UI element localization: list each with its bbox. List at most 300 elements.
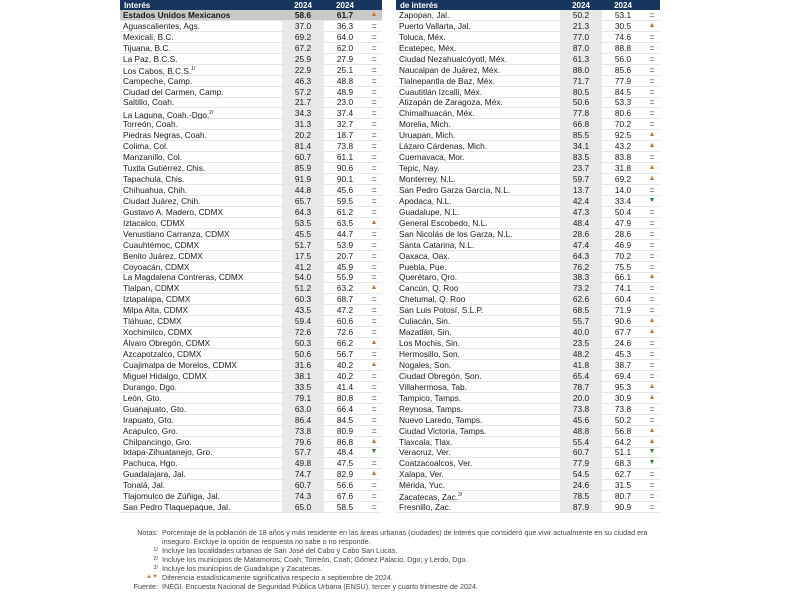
table-row bbox=[120, 262, 382, 273]
value-period-2: 77.9 bbox=[614, 75, 632, 86]
equals-icon: = bbox=[649, 305, 655, 316]
value-period-2: 32.7 bbox=[336, 119, 354, 130]
city-name-text: Colima, Col. bbox=[123, 141, 169, 152]
table-row bbox=[120, 163, 382, 174]
source-line bbox=[120, 582, 660, 591]
value-period-2: 31.5 bbox=[614, 480, 632, 491]
value-period-2: 84.5 bbox=[336, 414, 354, 425]
up-triangle-icon: ▲ bbox=[648, 131, 656, 139]
table-row bbox=[120, 87, 382, 98]
city-name bbox=[120, 382, 282, 392]
city-name bbox=[120, 185, 282, 195]
table-row bbox=[120, 152, 382, 163]
city-name-text: Atizapán de Zaragoza, Méx. bbox=[399, 97, 503, 108]
equals-icon: = bbox=[371, 163, 377, 174]
city-name-text: Tapachula, Chis. bbox=[123, 174, 185, 185]
equals-icon: = bbox=[371, 174, 377, 185]
table-row bbox=[120, 382, 382, 393]
value-period-2: 44.7 bbox=[336, 228, 354, 239]
city-name-text: Álvaro Obregón, CDMX bbox=[123, 338, 211, 349]
value-period-2: 80.6 bbox=[614, 108, 632, 119]
value-period-1: 79.1 bbox=[282, 393, 324, 403]
equals-icon: = bbox=[649, 294, 655, 305]
city-name-text: Santa Catarina, N.L. bbox=[399, 239, 475, 250]
city-name bbox=[120, 469, 282, 479]
city-name-text: Cuautitlán Izcalli, Méx. bbox=[399, 86, 483, 97]
equals-icon: = bbox=[371, 294, 377, 305]
city-name-text: Guadalupe, N.L. bbox=[399, 206, 460, 217]
table-row bbox=[396, 262, 660, 273]
table-row bbox=[396, 240, 660, 251]
city-name-text: Morelia, Mich. bbox=[399, 119, 451, 130]
city-name bbox=[396, 338, 560, 348]
significance-icon: ▲▼ bbox=[146, 574, 158, 580]
value-period-1: 78.5 bbox=[560, 491, 602, 501]
left-header-year1: 2024 bbox=[294, 0, 312, 10]
city-name bbox=[396, 469, 560, 479]
table-row bbox=[396, 316, 660, 327]
city-name bbox=[120, 272, 282, 282]
up-triangle-icon: ▲ bbox=[648, 328, 656, 336]
city-name bbox=[120, 349, 282, 359]
city-name-text: Milpa Alta, CDMX bbox=[123, 305, 189, 316]
up-triangle-icon: ▲ bbox=[648, 142, 656, 150]
city-name bbox=[396, 283, 560, 293]
value-period-2: 45.6 bbox=[336, 184, 354, 195]
value-period-2: 67.6 bbox=[336, 491, 354, 502]
city-name bbox=[120, 54, 282, 64]
value-period-1: 28.6 bbox=[560, 229, 602, 239]
city-name bbox=[120, 152, 282, 162]
table-row bbox=[396, 130, 660, 141]
city-name bbox=[396, 65, 560, 75]
value-period-1: 73.8 bbox=[282, 426, 324, 436]
city-name-text: Manzanillo, Col. bbox=[123, 152, 183, 163]
value-period-2: 56.8 bbox=[614, 425, 632, 436]
value-period-1: 60.7 bbox=[282, 480, 324, 490]
table-row bbox=[120, 480, 382, 491]
value-period-2: 92.5 bbox=[614, 130, 632, 141]
value-period-1: 22.9 bbox=[282, 65, 324, 75]
city-name bbox=[396, 294, 560, 304]
city-name bbox=[120, 229, 282, 239]
city-name-text: Reynosa, Tamps. bbox=[399, 403, 463, 414]
value-period-2: 45.9 bbox=[336, 261, 354, 272]
table-row bbox=[396, 163, 660, 174]
value-period-1: 23.5 bbox=[560, 338, 602, 348]
value-period-1: 38.3 bbox=[560, 272, 602, 282]
city-name bbox=[396, 437, 560, 447]
city-name bbox=[120, 316, 282, 326]
table-row bbox=[396, 283, 660, 294]
city-name bbox=[396, 490, 560, 502]
value-period-2: 45.3 bbox=[614, 349, 632, 360]
city-name-text: Mexicali, B.C. bbox=[123, 31, 174, 42]
value-period-1: 74.7 bbox=[282, 469, 324, 479]
up-triangle-icon: ▲ bbox=[648, 273, 656, 281]
city-name bbox=[396, 218, 560, 228]
down-triangle-icon: ▼ bbox=[370, 448, 378, 456]
value-period-2: 66.1 bbox=[614, 272, 632, 283]
table-row bbox=[396, 21, 660, 32]
city-name bbox=[120, 108, 282, 120]
city-name bbox=[120, 130, 282, 140]
value-period-1: 59.4 bbox=[282, 316, 324, 326]
city-name-text: Veracruz, Ver. bbox=[399, 447, 451, 458]
table-row bbox=[396, 382, 660, 393]
city-name bbox=[396, 119, 560, 129]
city-name-text: Chihuahua, Chih. bbox=[123, 184, 188, 195]
city-name-text: Tampico, Tamps. bbox=[399, 392, 462, 403]
city-name-text: San Pedro Tlaquepaque, Jal. bbox=[123, 502, 231, 513]
value-period-1: 20.0 bbox=[560, 393, 602, 403]
city-name bbox=[396, 382, 560, 392]
city-name-text: General Escobedo, N.L. bbox=[399, 217, 488, 228]
table-row bbox=[120, 21, 382, 32]
value-period-1: 23.7 bbox=[560, 163, 602, 173]
value-period-1: 64.3 bbox=[560, 251, 602, 261]
value-period-1: 17.5 bbox=[282, 251, 324, 261]
city-name-text: Ciudad Obregón, Son. bbox=[399, 370, 482, 381]
value-period-1: 40.0 bbox=[560, 327, 602, 337]
equals-icon: = bbox=[371, 349, 377, 360]
table-row bbox=[396, 448, 660, 459]
city-name bbox=[120, 262, 282, 272]
value-period-2: 71.9 bbox=[614, 305, 632, 316]
value-period-1: 85.5 bbox=[560, 130, 602, 140]
city-name-text: Mazatlán, Sin. bbox=[399, 327, 452, 338]
value-period-1: 81.4 bbox=[282, 141, 324, 151]
city-name-text: San Pedro Garza García, N.L. bbox=[399, 184, 511, 195]
source-text: INEGI. Encuesta Nacional de Seguridad Pública Urbana (ENSU), tercer y cuarto trimestre de 2024. bbox=[162, 582, 479, 591]
table-row bbox=[396, 152, 660, 163]
table-row bbox=[120, 251, 382, 262]
table-row bbox=[120, 174, 382, 185]
value-period-2: 30.5 bbox=[614, 20, 632, 31]
value-period-1: 58.6 bbox=[282, 10, 324, 20]
value-period-1: 68.5 bbox=[560, 305, 602, 315]
table-row bbox=[120, 305, 382, 316]
value-period-2: 25.1 bbox=[336, 64, 354, 75]
equals-icon: = bbox=[649, 217, 655, 228]
value-period-1: 64.3 bbox=[282, 207, 324, 217]
value-period-2: 66.4 bbox=[336, 403, 354, 414]
city-name bbox=[396, 97, 560, 107]
value-period-2: 80.8 bbox=[336, 392, 354, 403]
value-period-2: 80.9 bbox=[336, 425, 354, 436]
city-name bbox=[396, 196, 560, 206]
table-row bbox=[396, 174, 660, 185]
city-name bbox=[396, 262, 560, 272]
city-name bbox=[396, 163, 560, 173]
city-name-text: Puerto Vallarta, Jal. bbox=[399, 20, 471, 31]
footnote-2-label: 2/ bbox=[153, 556, 158, 562]
equals-icon: = bbox=[371, 305, 377, 316]
equals-icon: = bbox=[649, 97, 655, 108]
value-period-2: 67.7 bbox=[614, 327, 632, 338]
table-row bbox=[120, 108, 382, 119]
table-row bbox=[396, 108, 660, 119]
equals-icon: = bbox=[649, 349, 655, 360]
equals-icon: = bbox=[649, 283, 655, 294]
equals-icon: = bbox=[371, 480, 377, 491]
table-row bbox=[120, 437, 382, 448]
value-period-1: 31.3 bbox=[282, 119, 324, 129]
left-header-year2: 2024 bbox=[336, 0, 354, 10]
value-period-2: 28.6 bbox=[614, 228, 632, 239]
equals-icon: = bbox=[371, 184, 377, 195]
city-name bbox=[120, 437, 282, 447]
equals-icon: = bbox=[649, 261, 655, 272]
city-name bbox=[120, 64, 282, 76]
up-triangle-icon: ▲ bbox=[648, 437, 656, 445]
city-name-text: La Magdalena Contreras, CDMX bbox=[123, 272, 244, 283]
value-period-2: 24.6 bbox=[614, 338, 632, 349]
city-name bbox=[120, 294, 282, 304]
city-name-text: Villahermosa, Tab. bbox=[399, 381, 467, 392]
equals-icon: = bbox=[371, 20, 377, 31]
national-row bbox=[120, 10, 382, 21]
value-period-2: 43.2 bbox=[614, 141, 632, 152]
value-period-2: 95.3 bbox=[614, 381, 632, 392]
table-row bbox=[120, 458, 382, 469]
city-name-text: Coyoacán, CDMX bbox=[123, 261, 190, 272]
city-name-text: Irapuato, Gto. bbox=[123, 414, 174, 425]
equals-icon: = bbox=[371, 239, 377, 250]
value-period-2: 27.9 bbox=[336, 53, 354, 64]
table-row bbox=[120, 185, 382, 196]
city-name-text: Uruapan, Mich. bbox=[399, 130, 456, 141]
city-name bbox=[396, 316, 560, 326]
city-name-text: Tijuana, B.C. bbox=[123, 42, 171, 53]
city-name-text: León, Gto. bbox=[123, 392, 162, 403]
up-triangle-icon: ▲ bbox=[370, 360, 378, 368]
city-name-text: Ciudad Victoria, Tamps. bbox=[399, 425, 487, 436]
city-name bbox=[120, 393, 282, 403]
value-period-2: 69.4 bbox=[614, 370, 632, 381]
value-period-2: 56.0 bbox=[614, 53, 632, 64]
table-row bbox=[120, 415, 382, 426]
city-name bbox=[396, 229, 560, 239]
city-name-text: Aguascalientes, Ags. bbox=[123, 20, 201, 31]
value-period-2: 64.0 bbox=[336, 31, 354, 42]
equals-icon: = bbox=[371, 250, 377, 261]
equals-icon: = bbox=[371, 272, 377, 283]
table-row bbox=[120, 218, 382, 229]
city-name-text: Naucalpan de Juárez, Méx. bbox=[399, 64, 501, 75]
value-period-2: 70.2 bbox=[614, 250, 632, 261]
value-period-2: 74.1 bbox=[614, 283, 632, 294]
value-period-2: 55.9 bbox=[336, 272, 354, 283]
city-name bbox=[120, 458, 282, 468]
value-period-1: 51.2 bbox=[282, 283, 324, 293]
value-period-2: 61.7 bbox=[336, 9, 354, 20]
table-row bbox=[396, 371, 660, 382]
value-period-2: 47.5 bbox=[336, 458, 354, 469]
table-row bbox=[396, 196, 660, 207]
value-period-1: 33.5 bbox=[282, 382, 324, 392]
equals-icon: = bbox=[649, 206, 655, 217]
equals-icon: = bbox=[371, 228, 377, 239]
value-period-2: 33.4 bbox=[614, 195, 632, 206]
value-period-2: 48.9 bbox=[336, 86, 354, 97]
right-table-header bbox=[396, 0, 660, 10]
value-period-2: 50.2 bbox=[614, 414, 632, 425]
value-period-1: 45.6 bbox=[560, 415, 602, 425]
value-period-2: 41.4 bbox=[336, 381, 354, 392]
value-period-1: 77.8 bbox=[560, 108, 602, 118]
up-triangle-icon: ▲ bbox=[648, 164, 656, 172]
city-name-text: Piedras Negras, Coah. bbox=[123, 130, 207, 141]
city-name bbox=[120, 43, 282, 53]
table-row bbox=[396, 229, 660, 240]
equals-icon: = bbox=[649, 119, 655, 130]
table-row bbox=[120, 283, 382, 294]
equals-icon: = bbox=[649, 480, 655, 491]
value-period-1: 63.0 bbox=[282, 404, 324, 414]
value-period-1: 74.3 bbox=[282, 491, 324, 501]
value-period-2: 14.0 bbox=[614, 184, 632, 195]
up-triangle-icon: ▲ bbox=[648, 393, 656, 401]
table-row bbox=[396, 98, 660, 109]
equals-icon: = bbox=[371, 64, 377, 75]
table-row bbox=[120, 207, 382, 218]
value-period-1: 41.8 bbox=[560, 360, 602, 370]
value-period-1: 60.3 bbox=[282, 294, 324, 304]
up-triangle-icon: ▲ bbox=[370, 437, 378, 445]
city-name bbox=[120, 305, 282, 315]
city-name bbox=[396, 130, 560, 140]
value-period-1: 57.2 bbox=[282, 87, 324, 97]
city-name-text: Puebla, Pue. bbox=[399, 261, 447, 272]
value-period-2: 73.8 bbox=[336, 141, 354, 152]
table-row bbox=[120, 130, 382, 141]
value-period-2: 58.5 bbox=[336, 502, 354, 513]
value-period-2: 20.7 bbox=[336, 250, 354, 261]
right-table-body bbox=[396, 10, 660, 513]
equals-icon: = bbox=[649, 75, 655, 86]
city-name-text: Acapulco, Gro. bbox=[123, 425, 178, 436]
city-name bbox=[120, 480, 282, 490]
city-name bbox=[120, 119, 282, 129]
city-name-text: Xochimilco, CDMX bbox=[123, 327, 193, 338]
city-name bbox=[396, 152, 560, 162]
table-row bbox=[396, 32, 660, 43]
right-header-label: de interés bbox=[400, 0, 438, 10]
equals-icon: = bbox=[371, 261, 377, 272]
city-name-text: Guadalajara, Jal. bbox=[123, 469, 186, 480]
city-name-text: Tepic, Nay. bbox=[399, 163, 440, 174]
table-row bbox=[120, 32, 382, 43]
city-name bbox=[396, 415, 560, 425]
city-name bbox=[396, 207, 560, 217]
value-period-2: 47.9 bbox=[614, 217, 632, 228]
table-row bbox=[120, 65, 382, 76]
table-row bbox=[396, 415, 660, 426]
city-name bbox=[120, 218, 282, 228]
city-name-text: Ciudad del Carmen, Camp. bbox=[123, 86, 224, 97]
city-name bbox=[120, 447, 282, 457]
city-name-text: Los Mochis, Sin. bbox=[399, 338, 460, 349]
table-row bbox=[396, 65, 660, 76]
source-label: Fuente: bbox=[133, 582, 158, 591]
value-period-1: 45.5 bbox=[282, 229, 324, 239]
value-period-2: 85.6 bbox=[614, 64, 632, 75]
city-name bbox=[396, 458, 560, 468]
equals-icon: = bbox=[649, 184, 655, 195]
table-row bbox=[120, 229, 382, 240]
city-name bbox=[396, 502, 560, 512]
left-table-body bbox=[120, 10, 382, 513]
left-header-label: Interés bbox=[124, 0, 151, 10]
city-name-text: Chimalhuacán, Méx. bbox=[399, 108, 475, 119]
equals-icon: = bbox=[371, 31, 377, 42]
value-period-2: 62.7 bbox=[614, 469, 632, 480]
table-row bbox=[396, 251, 660, 262]
city-name-text: Cuauhtémoc, CDMX bbox=[123, 239, 200, 250]
value-period-1: 91.9 bbox=[282, 174, 324, 184]
city-name bbox=[396, 21, 560, 31]
value-period-1: 65.4 bbox=[560, 371, 602, 381]
footnote-1-label: 1/ bbox=[153, 547, 158, 553]
city-name bbox=[396, 480, 560, 490]
value-period-2: 50.4 bbox=[614, 206, 632, 217]
city-name bbox=[120, 97, 282, 107]
city-name-text: Chilpancingo, Gro. bbox=[123, 436, 192, 447]
value-period-1: 43.5 bbox=[282, 305, 324, 315]
value-period-1: 37.0 bbox=[282, 21, 324, 31]
city-name-text: Zacatecas, Zac. bbox=[399, 492, 459, 503]
city-name bbox=[396, 76, 560, 86]
up-triangle-icon: ▲ bbox=[648, 175, 656, 183]
value-period-1: 54.5 bbox=[560, 469, 602, 479]
value-period-2: 68.3 bbox=[614, 458, 632, 469]
value-period-1: 59.7 bbox=[560, 174, 602, 184]
city-name-text: Azcapotzalco, CDMX bbox=[123, 349, 202, 360]
equals-icon: = bbox=[371, 152, 377, 163]
table-row bbox=[120, 502, 382, 513]
city-name-text: Fresnillo, Zac. bbox=[399, 502, 452, 513]
value-period-1: 57.7 bbox=[282, 447, 324, 457]
city-name-text: Tláhuac, CDMX bbox=[123, 316, 182, 327]
equals-icon: = bbox=[649, 414, 655, 425]
value-period-1: 55.7 bbox=[560, 316, 602, 326]
value-period-2: 53.3 bbox=[614, 97, 632, 108]
value-period-1: 71.7 bbox=[560, 76, 602, 86]
equals-icon: = bbox=[371, 502, 377, 513]
notes-section bbox=[120, 528, 660, 591]
equals-icon: = bbox=[649, 53, 655, 64]
equals-icon: = bbox=[371, 206, 377, 217]
equals-icon: = bbox=[371, 141, 377, 152]
value-period-2: 63.5 bbox=[336, 217, 354, 228]
table-row bbox=[396, 469, 660, 480]
value-period-1: 73.2 bbox=[560, 283, 602, 293]
city-name bbox=[120, 360, 282, 370]
city-name-text: Los Cabos, B.C.S. bbox=[123, 65, 192, 76]
value-period-2: 70.2 bbox=[614, 119, 632, 130]
table-row bbox=[120, 393, 382, 404]
city-name bbox=[396, 108, 560, 118]
value-period-1: 42.4 bbox=[560, 196, 602, 206]
city-name bbox=[396, 305, 560, 315]
city-name bbox=[396, 54, 560, 64]
city-name-text: La Paz, B.C.S. bbox=[123, 53, 178, 64]
table-row bbox=[396, 404, 660, 415]
table-row bbox=[396, 338, 660, 349]
equals-icon: = bbox=[371, 392, 377, 403]
down-triangle-icon: ▼ bbox=[648, 196, 656, 204]
